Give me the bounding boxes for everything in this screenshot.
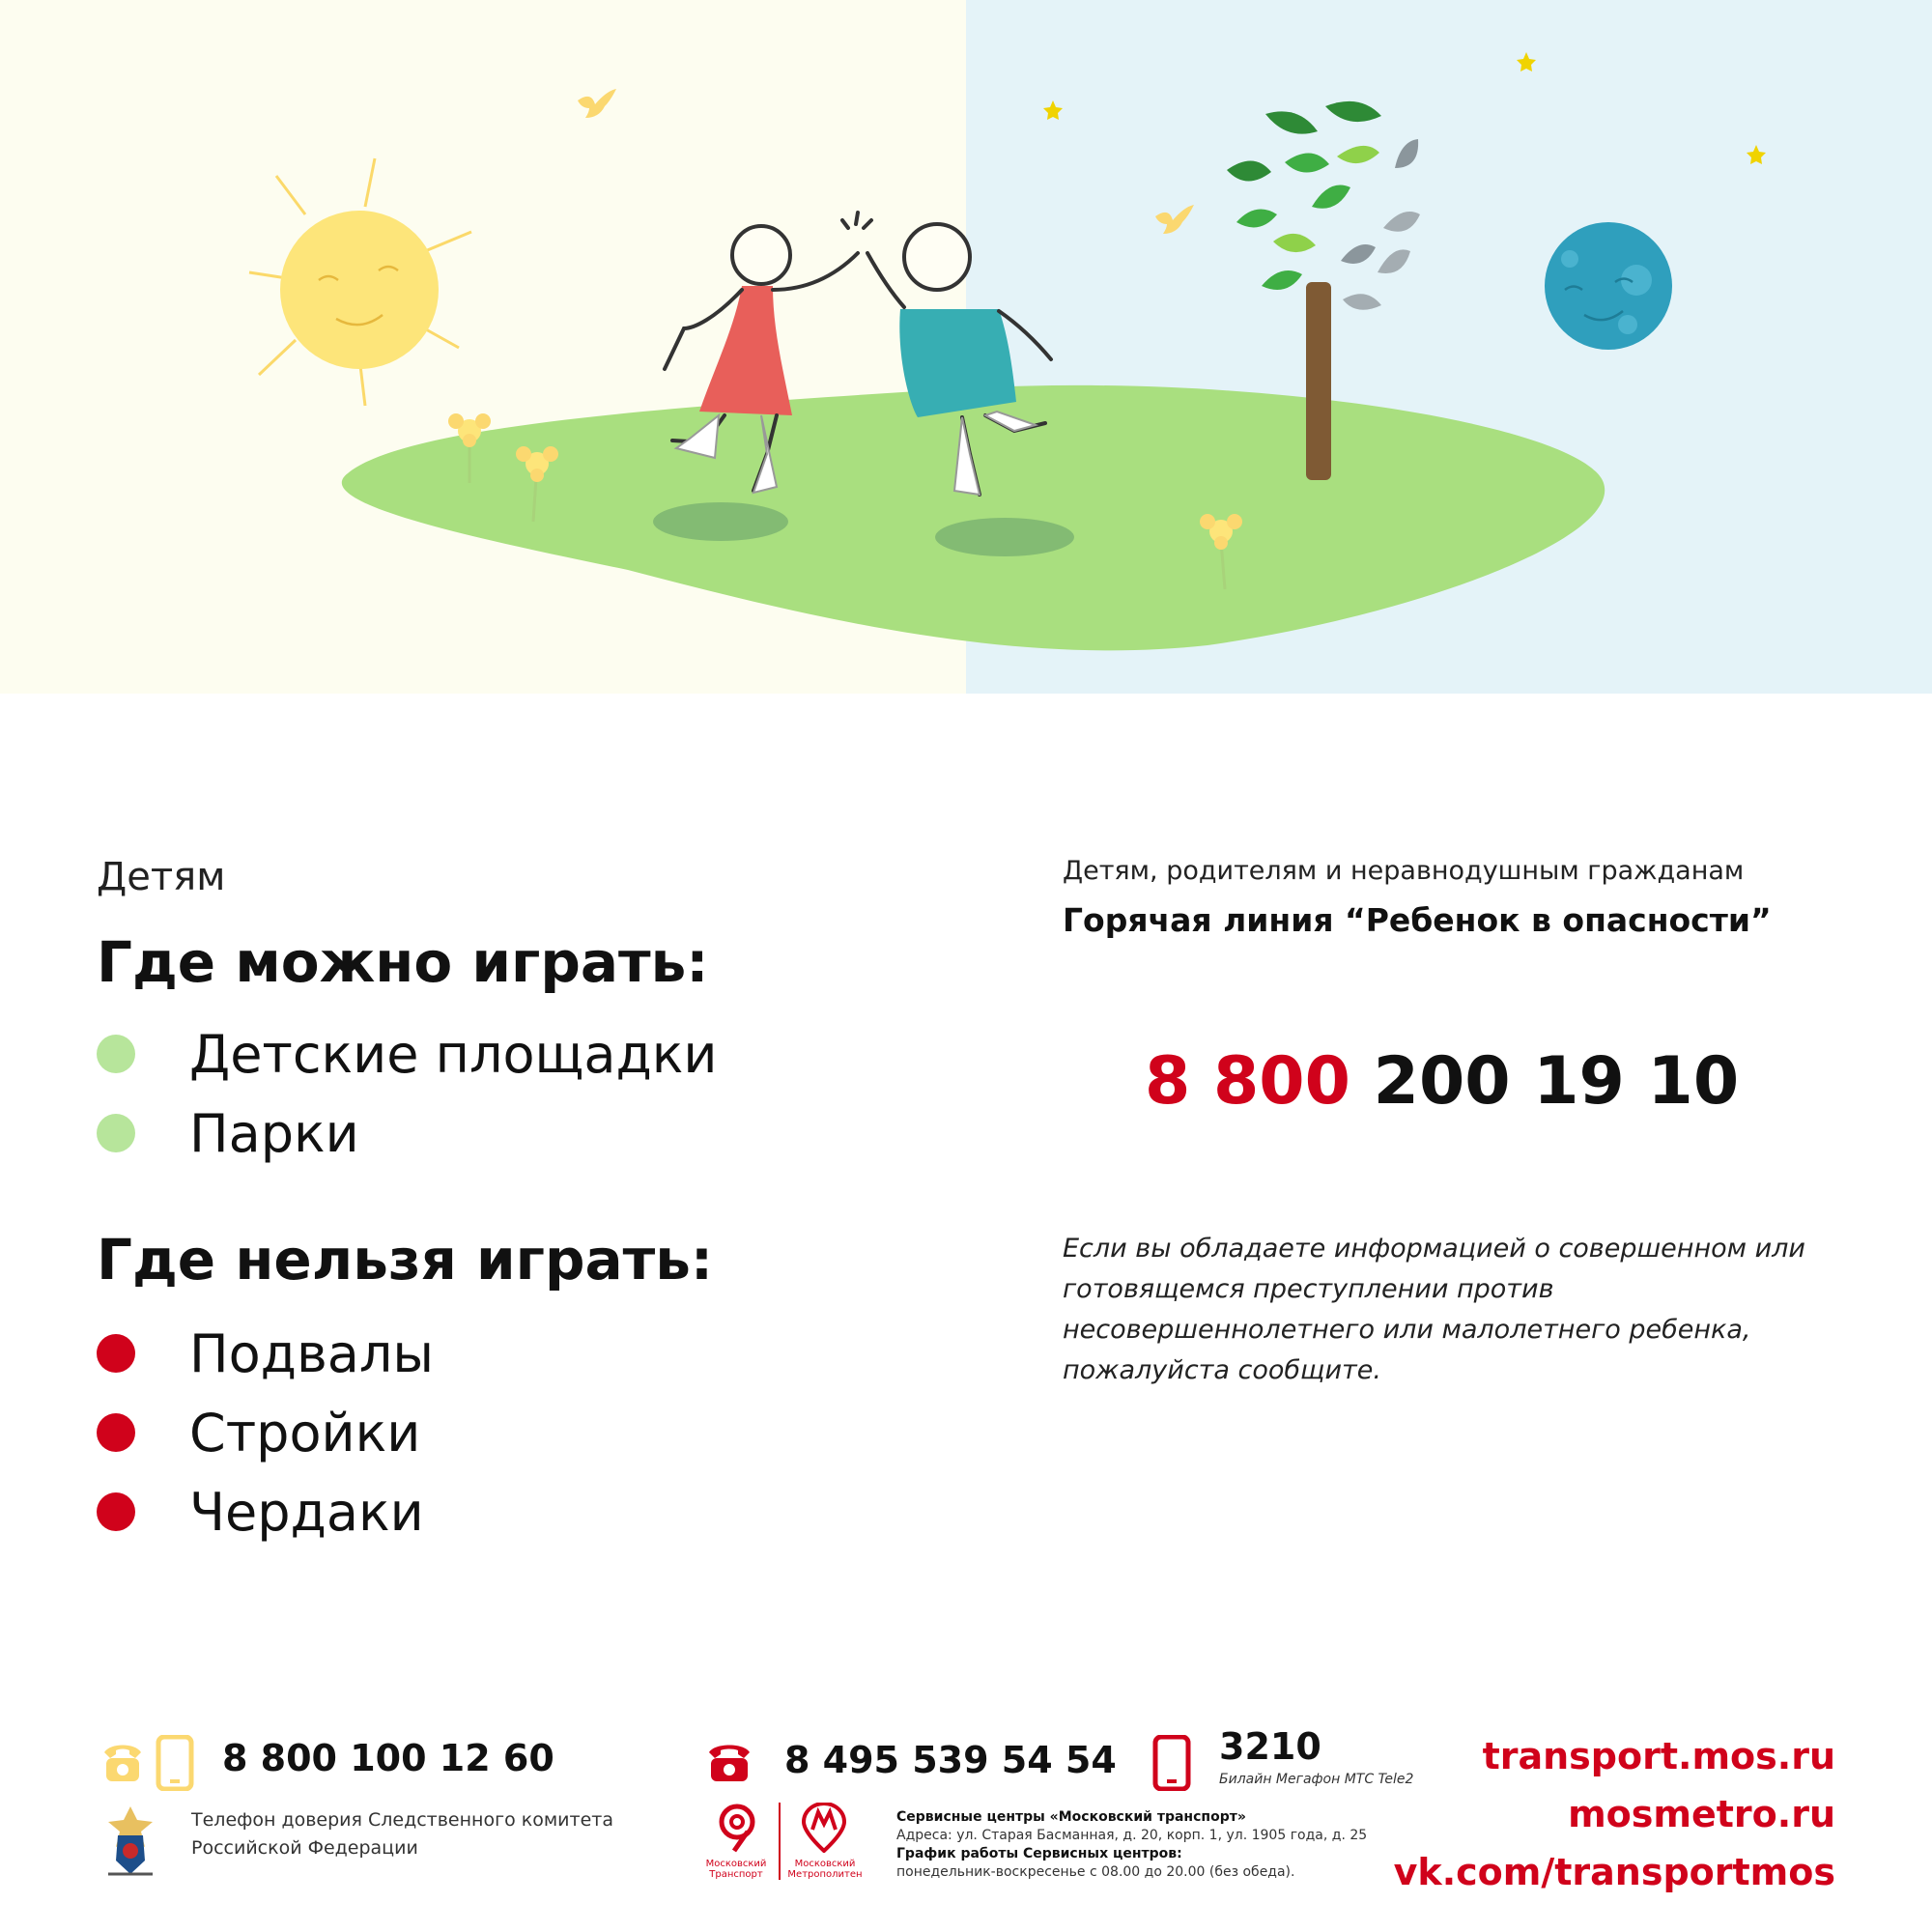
- list-item-text: Стройки: [189, 1402, 421, 1463]
- girl-shadow: [653, 502, 788, 541]
- cannot-play-list: [97, 1314, 434, 1551]
- red-dot-icon: [97, 1334, 135, 1373]
- short-number[interactable]: 3210: [1219, 1725, 1321, 1768]
- landline-phone-icon: [705, 1739, 753, 1783]
- moscow-metro-logo-caption: Московский Метрополитен: [787, 1859, 863, 1880]
- can-play-title: Где можно играть:: [97, 929, 709, 995]
- list-item: [97, 1094, 718, 1173]
- link-mosmetro[interactable]: mosmetro.ru: [1568, 1793, 1835, 1835]
- hotline-title: Горячая линия “Ребенок в опасности”: [1063, 901, 1772, 939]
- hotline-number-rest: 200 19 10: [1373, 1043, 1740, 1120]
- transport-phone[interactable]: 8 495 539 54 54: [784, 1739, 1117, 1781]
- list-item-text: Детские площадки: [189, 1023, 718, 1085]
- service-hours-title: График работы Сервисных центров:: [896, 1846, 1182, 1861]
- list-item-text: Парки: [189, 1102, 359, 1164]
- sun-body: [280, 211, 439, 369]
- investigative-committee-emblem-icon: [97, 1803, 164, 1880]
- red-dot-icon: [97, 1413, 135, 1452]
- mobile-operators: Билайн Мегафон МТС Tele2: [1219, 1772, 1414, 1787]
- red-dot-icon: [97, 1492, 135, 1531]
- cannot-play-title: Где нельзя играть:: [97, 1227, 714, 1293]
- hotline-number[interactable]: [1145, 1043, 1739, 1120]
- list-item: [97, 1014, 718, 1094]
- hotline-info: Если вы обладаете информацией о совершенном или готовящемся преступлении против несовершеннолетнего или малолетнего ребенка, пожалуйста сообщите.: [1063, 1234, 1805, 1385]
- service-hours: понедельник-воскресенье с 08.00 до 20.00 (без обеда).: [896, 1864, 1295, 1880]
- footer-links: [1394, 1727, 1835, 1901]
- link-transport[interactable]: transport.mos.ru: [1482, 1735, 1835, 1777]
- can-play-list: [97, 1014, 718, 1173]
- list-item: [97, 1472, 434, 1551]
- mobile-phone-icon: [155, 1735, 195, 1791]
- hero-illustration: [0, 0, 1932, 694]
- green-dot-icon: [97, 1114, 135, 1152]
- mobile-phone-icon: [1151, 1735, 1192, 1791]
- service-title: Сервисные центры «Московский транспорт»: [896, 1809, 1246, 1825]
- tree-trunk: [1306, 282, 1331, 480]
- kids-label: Детям: [97, 855, 226, 899]
- hotline-number-prefix: 8 800: [1145, 1043, 1350, 1120]
- green-dot-icon: [97, 1035, 135, 1073]
- service-address: Адреса: ул. Старая Басманная, д. 20, корп. 1, ул. 1905 года, д. 25: [896, 1828, 1368, 1843]
- boy-shadow: [935, 518, 1074, 556]
- list-item-text: Чердаки: [189, 1481, 424, 1543]
- list-item: [97, 1314, 434, 1393]
- sk-caption: Телефон доверия Следственного комитета Российской Федерации: [191, 1809, 613, 1859]
- sk-phone[interactable]: 8 800 100 12 60: [222, 1737, 554, 1779]
- moon-body: [1545, 222, 1672, 350]
- landline-phone-icon: [100, 1739, 145, 1783]
- link-vk[interactable]: vk.com/transportmos: [1393, 1851, 1835, 1893]
- moscow-transport-logo-caption: Московский Транспорт: [705, 1859, 767, 1880]
- list-item: [97, 1393, 434, 1472]
- service-centers-info: [896, 1808, 1379, 1882]
- moscow-metro-logo-icon: [800, 1803, 848, 1853]
- hotline-subtitle: Детям, родителям и неравнодушным гражданам: [1063, 856, 1745, 886]
- list-item-text: Подвалы: [189, 1322, 435, 1384]
- moscow-transport-logo-icon: [715, 1803, 759, 1853]
